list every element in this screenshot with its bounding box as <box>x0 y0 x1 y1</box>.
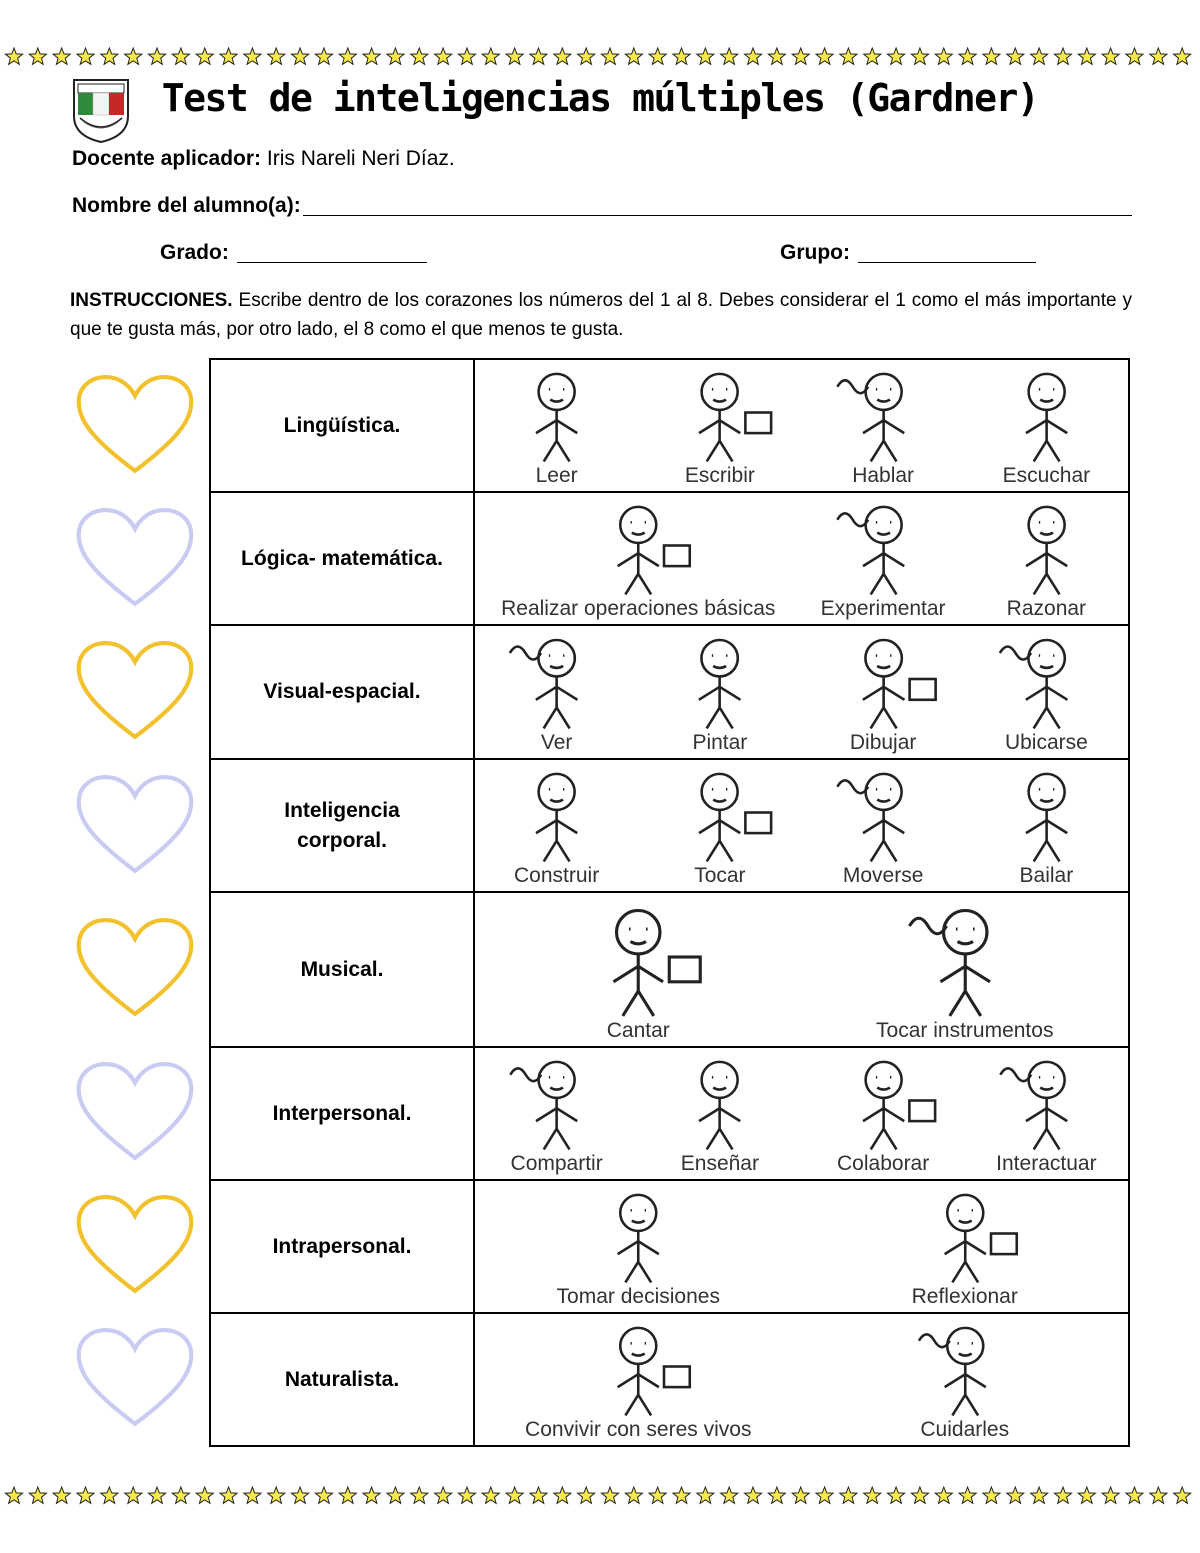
star-icon <box>601 1487 618 1503</box>
activity-illustration-icon <box>965 761 1128 864</box>
activity-illustration-icon <box>638 361 801 464</box>
activity-label: Bailar <box>1019 864 1074 887</box>
star-icon <box>1007 48 1024 64</box>
activity-item <box>638 761 801 890</box>
intelligence-row <box>210 1047 1129 1180</box>
star-icon <box>53 48 70 64</box>
page-title: Test de inteligencias múltiples (Gardner) <box>161 76 1039 120</box>
activity-illustration-icon <box>638 761 801 864</box>
activity-item <box>802 895 1129 1045</box>
docente-label: Docente aplicador: <box>72 147 262 170</box>
star-border-top <box>0 44 1200 70</box>
star-icon <box>816 1487 833 1503</box>
heart-icon <box>71 1062 199 1162</box>
star-icon <box>745 1487 762 1503</box>
heart-icon <box>71 641 199 741</box>
intelligence-row <box>210 1313 1129 1446</box>
activity-item <box>802 1049 965 1178</box>
star-icon <box>411 48 428 64</box>
star-icon <box>435 1487 452 1503</box>
star-icon <box>959 1487 976 1503</box>
star-icon <box>196 1487 213 1503</box>
activity-label: Escuchar <box>1002 464 1091 487</box>
intelligence-label: Interpersonal. <box>210 1047 474 1180</box>
star-icon <box>1174 1487 1191 1503</box>
star-icon <box>506 1487 523 1503</box>
star-icon <box>554 1487 571 1503</box>
star-icon <box>411 1487 428 1503</box>
star-icon <box>983 1487 1000 1503</box>
star-icon <box>578 1487 595 1503</box>
star-icon <box>244 48 261 64</box>
star-icon <box>1007 1487 1024 1503</box>
activity-illustration-icon <box>965 1049 1128 1152</box>
activity-item <box>802 361 965 490</box>
star-icon <box>5 48 22 64</box>
star-border-bottom <box>0 1483 1200 1509</box>
activity-item <box>965 1049 1128 1178</box>
activity-label: Experimentar <box>820 597 946 620</box>
star-icon <box>697 1487 714 1503</box>
star-icon <box>1126 48 1143 64</box>
activity-item <box>638 627 801 757</box>
star-icon <box>792 1487 809 1503</box>
star-icon <box>530 1487 547 1503</box>
activity-label: Tocar <box>694 864 746 887</box>
heart-answer-box[interactable] <box>66 1178 204 1311</box>
star-icon <box>1078 48 1095 64</box>
heart-answer-box[interactable] <box>66 758 204 891</box>
nombre-line <box>72 194 1132 218</box>
activity-label: Enseñar <box>680 1152 759 1175</box>
activity-illustration-icon <box>965 494 1128 597</box>
intelligence-label: Musical. <box>210 892 474 1047</box>
activity-item <box>475 895 802 1045</box>
star-icon <box>339 1487 356 1503</box>
star-icon <box>959 48 976 64</box>
grupo-blank[interactable] <box>858 241 1036 263</box>
activity-label: Hablar <box>852 464 915 487</box>
activity-illustration-icon <box>802 895 1129 1019</box>
star-icon <box>387 48 404 64</box>
activity-illustration-icon <box>475 1182 802 1285</box>
heart-icon <box>71 918 199 1018</box>
star-icon <box>721 48 738 64</box>
star-icon <box>864 1487 881 1503</box>
star-icon <box>482 48 499 64</box>
intelligence-label: Inteligencia corporal. <box>210 759 474 892</box>
star-icon <box>172 48 189 64</box>
activity-illustration-icon <box>965 361 1128 464</box>
activities-cell <box>474 892 1129 1047</box>
activity-item <box>638 361 801 490</box>
activity-label: Escribir <box>684 464 755 487</box>
star-icon <box>101 1487 118 1503</box>
heart-answer-box[interactable] <box>66 1311 204 1444</box>
activity-item <box>965 627 1128 757</box>
star-icon <box>149 1487 166 1503</box>
star-icon <box>29 48 46 64</box>
star-icon <box>292 1487 309 1503</box>
star-icon <box>435 48 452 64</box>
activity-label: Convivir con seres vivos <box>525 1418 752 1441</box>
activity-label: Compartir <box>510 1152 603 1175</box>
activity-illustration-icon <box>802 1182 1129 1285</box>
activity-illustration-icon <box>475 627 638 731</box>
activity-illustration-icon <box>475 1315 802 1418</box>
heart-icon <box>71 1328 199 1428</box>
star-icon <box>1150 1487 1167 1503</box>
star-icon <box>745 48 762 64</box>
activity-illustration-icon <box>475 761 638 864</box>
star-icon <box>1031 1487 1048 1503</box>
star-icon <box>172 1487 189 1503</box>
star-icon <box>601 48 618 64</box>
grupo-line <box>780 241 1036 265</box>
activity-item <box>475 627 638 757</box>
activity-item <box>475 361 638 490</box>
star-icon <box>53 1487 70 1503</box>
star-icon <box>1150 48 1167 64</box>
activity-illustration-icon <box>475 361 638 464</box>
star-icon <box>935 1487 952 1503</box>
intelligence-row <box>210 492 1129 625</box>
activity-item <box>965 761 1128 890</box>
star-icon <box>983 48 1000 64</box>
intelligence-row <box>210 625 1129 759</box>
star-icon <box>268 1487 285 1503</box>
star-icon <box>673 48 690 64</box>
activity-label: Ver <box>540 731 573 754</box>
activity-label: Interactuar <box>996 1152 1097 1175</box>
star-icon <box>292 48 309 64</box>
star-icon <box>888 1487 905 1503</box>
star-icon <box>149 48 166 64</box>
activity-illustration-icon <box>802 761 965 864</box>
star-icon <box>387 1487 404 1503</box>
intelligence-label: Lógica- matemática. <box>210 492 474 625</box>
activity-label: Tocar instrumentos <box>876 1018 1054 1042</box>
activity-label: Cuidarles <box>920 1418 1010 1441</box>
activity-item <box>802 761 965 890</box>
intelligence-label: Naturalista. <box>210 1313 474 1446</box>
activities-cell <box>474 625 1129 759</box>
star-icon <box>911 48 928 64</box>
heart-icon <box>71 1195 199 1295</box>
activity-label: Cantar <box>606 1018 670 1042</box>
star-icon <box>101 48 118 64</box>
activities-cell <box>474 492 1129 625</box>
star-icon <box>625 1487 642 1503</box>
star-icon <box>625 48 642 64</box>
star-icon <box>554 48 571 64</box>
activity-item <box>802 1182 1129 1311</box>
intelligence-row <box>210 1180 1129 1313</box>
star-icon <box>840 48 857 64</box>
activities-cell <box>474 759 1129 892</box>
activity-illustration-icon <box>802 494 965 597</box>
activity-item <box>475 1049 638 1178</box>
star-icon <box>315 1487 332 1503</box>
activities-cell <box>474 1047 1129 1180</box>
star-icon <box>196 48 213 64</box>
docente-line <box>72 147 455 171</box>
intelligence-label: Intrapersonal. <box>210 1180 474 1313</box>
heart-answer-box[interactable] <box>66 891 204 1045</box>
instructions <box>70 286 1132 344</box>
star-icon <box>1126 1487 1143 1503</box>
activity-illustration-icon <box>475 895 802 1019</box>
star-icon <box>768 1487 785 1503</box>
nombre-blank[interactable] <box>303 194 1132 216</box>
activity-illustration-icon <box>802 361 965 464</box>
activity-item <box>475 1182 802 1311</box>
intelligence-row <box>210 359 1129 492</box>
heart-answer-box[interactable] <box>66 491 204 624</box>
star-icon <box>125 1487 142 1503</box>
activity-illustration-icon <box>638 627 801 731</box>
grado-label: Grado: <box>160 241 229 264</box>
star-icon <box>363 1487 380 1503</box>
star-icon <box>77 1487 94 1503</box>
star-icon <box>125 48 142 64</box>
heart-icon <box>71 375 199 475</box>
heart-icon <box>71 775 199 875</box>
activity-label: Construir <box>514 864 600 887</box>
activities-cell <box>474 359 1129 492</box>
star-icon <box>864 48 881 64</box>
activity-label: Reflexionar <box>911 1285 1018 1308</box>
heart-icon <box>71 508 199 608</box>
star-icon <box>673 1487 690 1503</box>
star-icon <box>935 48 952 64</box>
activity-label: Moverse <box>842 864 924 887</box>
star-icon <box>77 48 94 64</box>
heart-answer-box[interactable] <box>66 624 204 758</box>
star-icon <box>768 48 785 64</box>
star-icon <box>1102 1487 1119 1503</box>
star-icon <box>220 48 237 64</box>
heart-answer-box[interactable] <box>66 358 204 491</box>
activity-item <box>475 761 638 890</box>
activity-item <box>802 494 965 623</box>
activity-illustration-icon <box>802 1049 965 1152</box>
grado-line <box>160 241 427 265</box>
star-icon <box>339 48 356 64</box>
activity-label: Dibujar <box>849 731 917 754</box>
star-icon <box>1078 1487 1095 1503</box>
intelligence-label: Lingüística. <box>210 359 474 492</box>
star-icon <box>697 48 714 64</box>
star-icon <box>888 48 905 64</box>
star-icon <box>649 1487 666 1503</box>
heart-answer-box[interactable] <box>66 1045 204 1178</box>
star-icon <box>29 1487 46 1503</box>
star-icon <box>220 1487 237 1503</box>
activity-illustration-icon <box>475 494 802 597</box>
activity-illustration-icon <box>802 627 965 731</box>
instructions-text: Escribe dentro de los corazones los números del 1 al 8. Debes considerar el 1 como el más importante y que te gusta más, por otro lado, el 8 como el que menos te gusta. <box>70 290 1132 340</box>
star-icon <box>578 48 595 64</box>
star-icon <box>482 1487 499 1503</box>
activity-illustration-icon <box>965 627 1128 731</box>
grado-blank[interactable] <box>237 241 427 263</box>
activities-cell <box>474 1313 1129 1446</box>
docente-value: Iris Nareli Neri Díaz. <box>261 147 455 170</box>
star-icon <box>506 48 523 64</box>
star-icon <box>1031 48 1048 64</box>
intelligence-row <box>210 759 1129 892</box>
activity-label: Realizar operaciones básicas <box>501 597 776 620</box>
star-icon <box>315 48 332 64</box>
activity-illustration-icon <box>475 1049 638 1152</box>
star-icon <box>530 48 547 64</box>
activity-illustration-icon <box>802 1315 1129 1418</box>
activity-label: Ubicarse <box>1004 731 1088 754</box>
star-icon <box>458 1487 475 1503</box>
star-icon <box>1054 48 1071 64</box>
activity-label: Leer <box>535 464 578 487</box>
star-icon <box>649 48 666 64</box>
intelligence-label: Visual-espacial. <box>210 625 474 759</box>
activity-item <box>802 627 965 757</box>
activity-item <box>965 361 1128 490</box>
activity-label: Tomar decisiones <box>556 1285 720 1308</box>
instructions-lead: INSTRUCCIONES. <box>70 290 233 311</box>
star-icon <box>1102 48 1119 64</box>
star-icon <box>363 48 380 64</box>
star-icon <box>244 1487 261 1503</box>
intelligences-table <box>209 358 1130 1447</box>
star-icon <box>816 48 833 64</box>
star-icon <box>5 1487 22 1503</box>
activity-item <box>802 1315 1129 1444</box>
activity-item <box>475 1315 802 1444</box>
star-icon <box>458 48 475 64</box>
nombre-label: Nombre del alumno(a): <box>72 194 301 217</box>
star-icon <box>792 48 809 64</box>
star-icon <box>268 48 285 64</box>
star-icon <box>1174 48 1191 64</box>
activity-label: Colaborar <box>837 1152 930 1175</box>
activity-item <box>638 1049 801 1178</box>
activity-item <box>475 494 802 623</box>
star-icon <box>1054 1487 1071 1503</box>
school-logo <box>70 76 132 144</box>
intelligence-row <box>210 892 1129 1047</box>
activity-label: Razonar <box>1006 597 1087 620</box>
star-icon <box>840 1487 857 1503</box>
activity-illustration-icon <box>638 1049 801 1152</box>
star-icon <box>911 1487 928 1503</box>
star-icon <box>721 1487 738 1503</box>
grupo-label: Grupo: <box>780 241 850 264</box>
activity-item <box>965 494 1128 623</box>
activities-cell <box>474 1180 1129 1313</box>
activity-label: Pintar <box>692 731 748 754</box>
